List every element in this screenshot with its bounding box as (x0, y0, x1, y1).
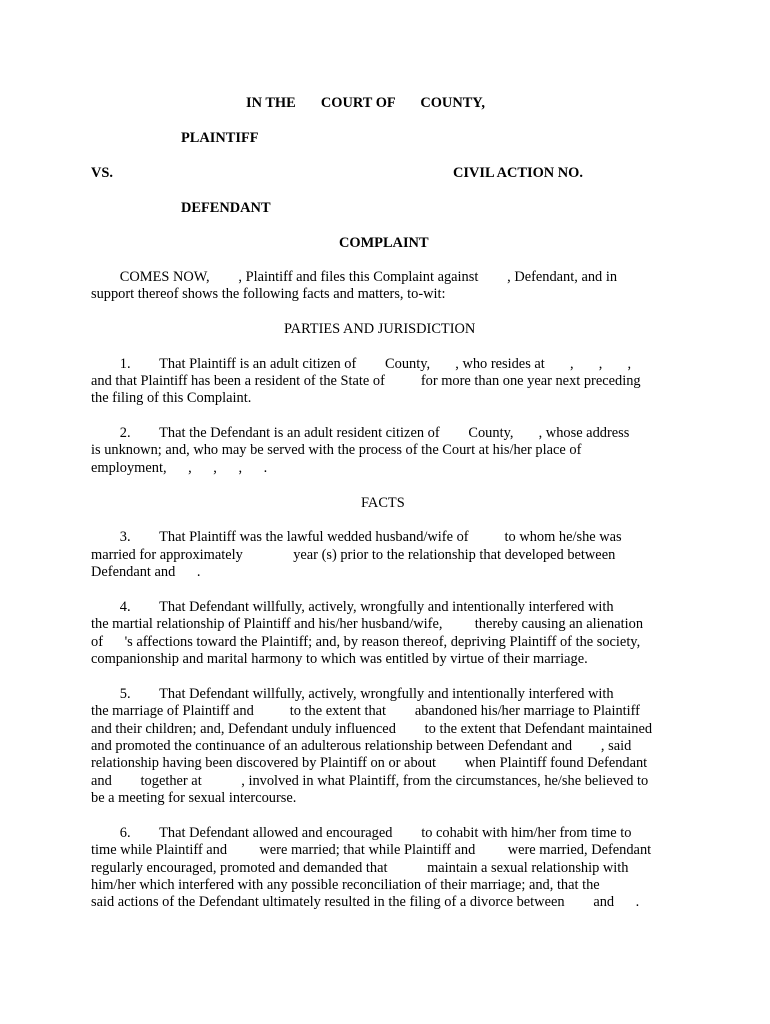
section-heading-parties: PARTIES AND JURISDICTION (284, 321, 476, 337)
section-heading-facts: FACTS (361, 495, 405, 511)
intro-line: support thereof shows the following facts and matters, to-wit: (91, 286, 446, 302)
court-caption-line: IN THE COURT OF COUNTY, (246, 95, 485, 111)
paragraph-1-line: and that Plaintiff has been a resident of the State of for more than one year next preceding (91, 373, 641, 389)
paragraph-5-line: and promoted the continuance of an adulterous relationship between Defendant and , said (91, 738, 632, 754)
paragraph-6-line: time while Plaintiff and were married; that while Plaintiff and were married, Defendant (91, 842, 652, 858)
paragraph-3-line: Defendant and . (91, 564, 201, 580)
paragraph-1-line: the filing of this Complaint. (91, 390, 252, 406)
paragraph-4-line: the martial relationship of Plaintiff and his/her husband/wife, thereby causing an alienation (91, 616, 644, 632)
paragraph-5-line: relationship having been discovered by Plaintiff on or about when Plaintiff found Defendant (91, 755, 648, 771)
paragraph-3-line: married for approximately year (s) prior to the relationship that developed between (91, 547, 616, 563)
plaintiff-label: PLAINTIFF (181, 130, 259, 146)
paragraph-4-line: of 's affections toward the Plaintiff; and, by reason thereof, depriving Plaintiff of the society, (91, 634, 641, 650)
paragraph-2-line: employment, , , , . (91, 460, 268, 476)
paragraph-6-line: regularly encouraged, promoted and demanded that maintain a sexual relationship with (91, 860, 629, 876)
paragraph-5-line: and together at , involved in what Plaintiff, from the circumstances, he/she believed to (91, 773, 649, 789)
paragraph-5-line: 5. That Defendant willfully, actively, wrongfully and intentionally interfered with (91, 686, 614, 702)
paragraph-2-line: 2. That the Defendant is an adult resident citizen of County, , whose address (91, 425, 630, 441)
paragraph-4-line: companionship and marital harmony to which was entitled by virtue of their marriage. (91, 651, 588, 667)
paragraph-2-line: is unknown; and, who may be served with the process of the Court at his/her place of (91, 442, 582, 458)
paragraph-6-line: said actions of the Defendant ultimately resulted in the filing of a divorce between and . (91, 894, 640, 910)
paragraph-5-line: the marriage of Plaintiff and to the extent that abandoned his/her marriage to Plaintiff (91, 703, 640, 719)
document-title: COMPLAINT (339, 235, 429, 251)
paragraph-3-line: 3. That Plaintiff was the lawful wedded husband/wife of to whom he/she was (91, 529, 622, 545)
paragraph-6-line: 6. That Defendant allowed and encouraged to cohabit with him/her from time to (91, 825, 632, 841)
paragraph-6-line: him/her which interfered with any possible reconciliation of their marriage; and, that the (91, 877, 600, 893)
intro-line: COMES NOW, , Plaintiff and files this Complaint against , Defendant, and in (91, 269, 618, 285)
versus-label: VS. (91, 165, 113, 181)
paragraph-5-line: and their children; and, Defendant unduly influenced to the extent that Defendant maintained (91, 721, 653, 737)
civil-action-label: CIVIL ACTION NO. (453, 165, 583, 181)
paragraph-1-line: 1. That Plaintiff is an adult citizen of County, , who resides at , , , (91, 356, 632, 372)
paragraph-4-line: 4. That Defendant willfully, actively, wrongfully and intentionally interfered with (91, 599, 614, 615)
defendant-label: DEFENDANT (181, 200, 271, 216)
paragraph-5-line: be a meeting for sexual intercourse. (91, 790, 297, 806)
